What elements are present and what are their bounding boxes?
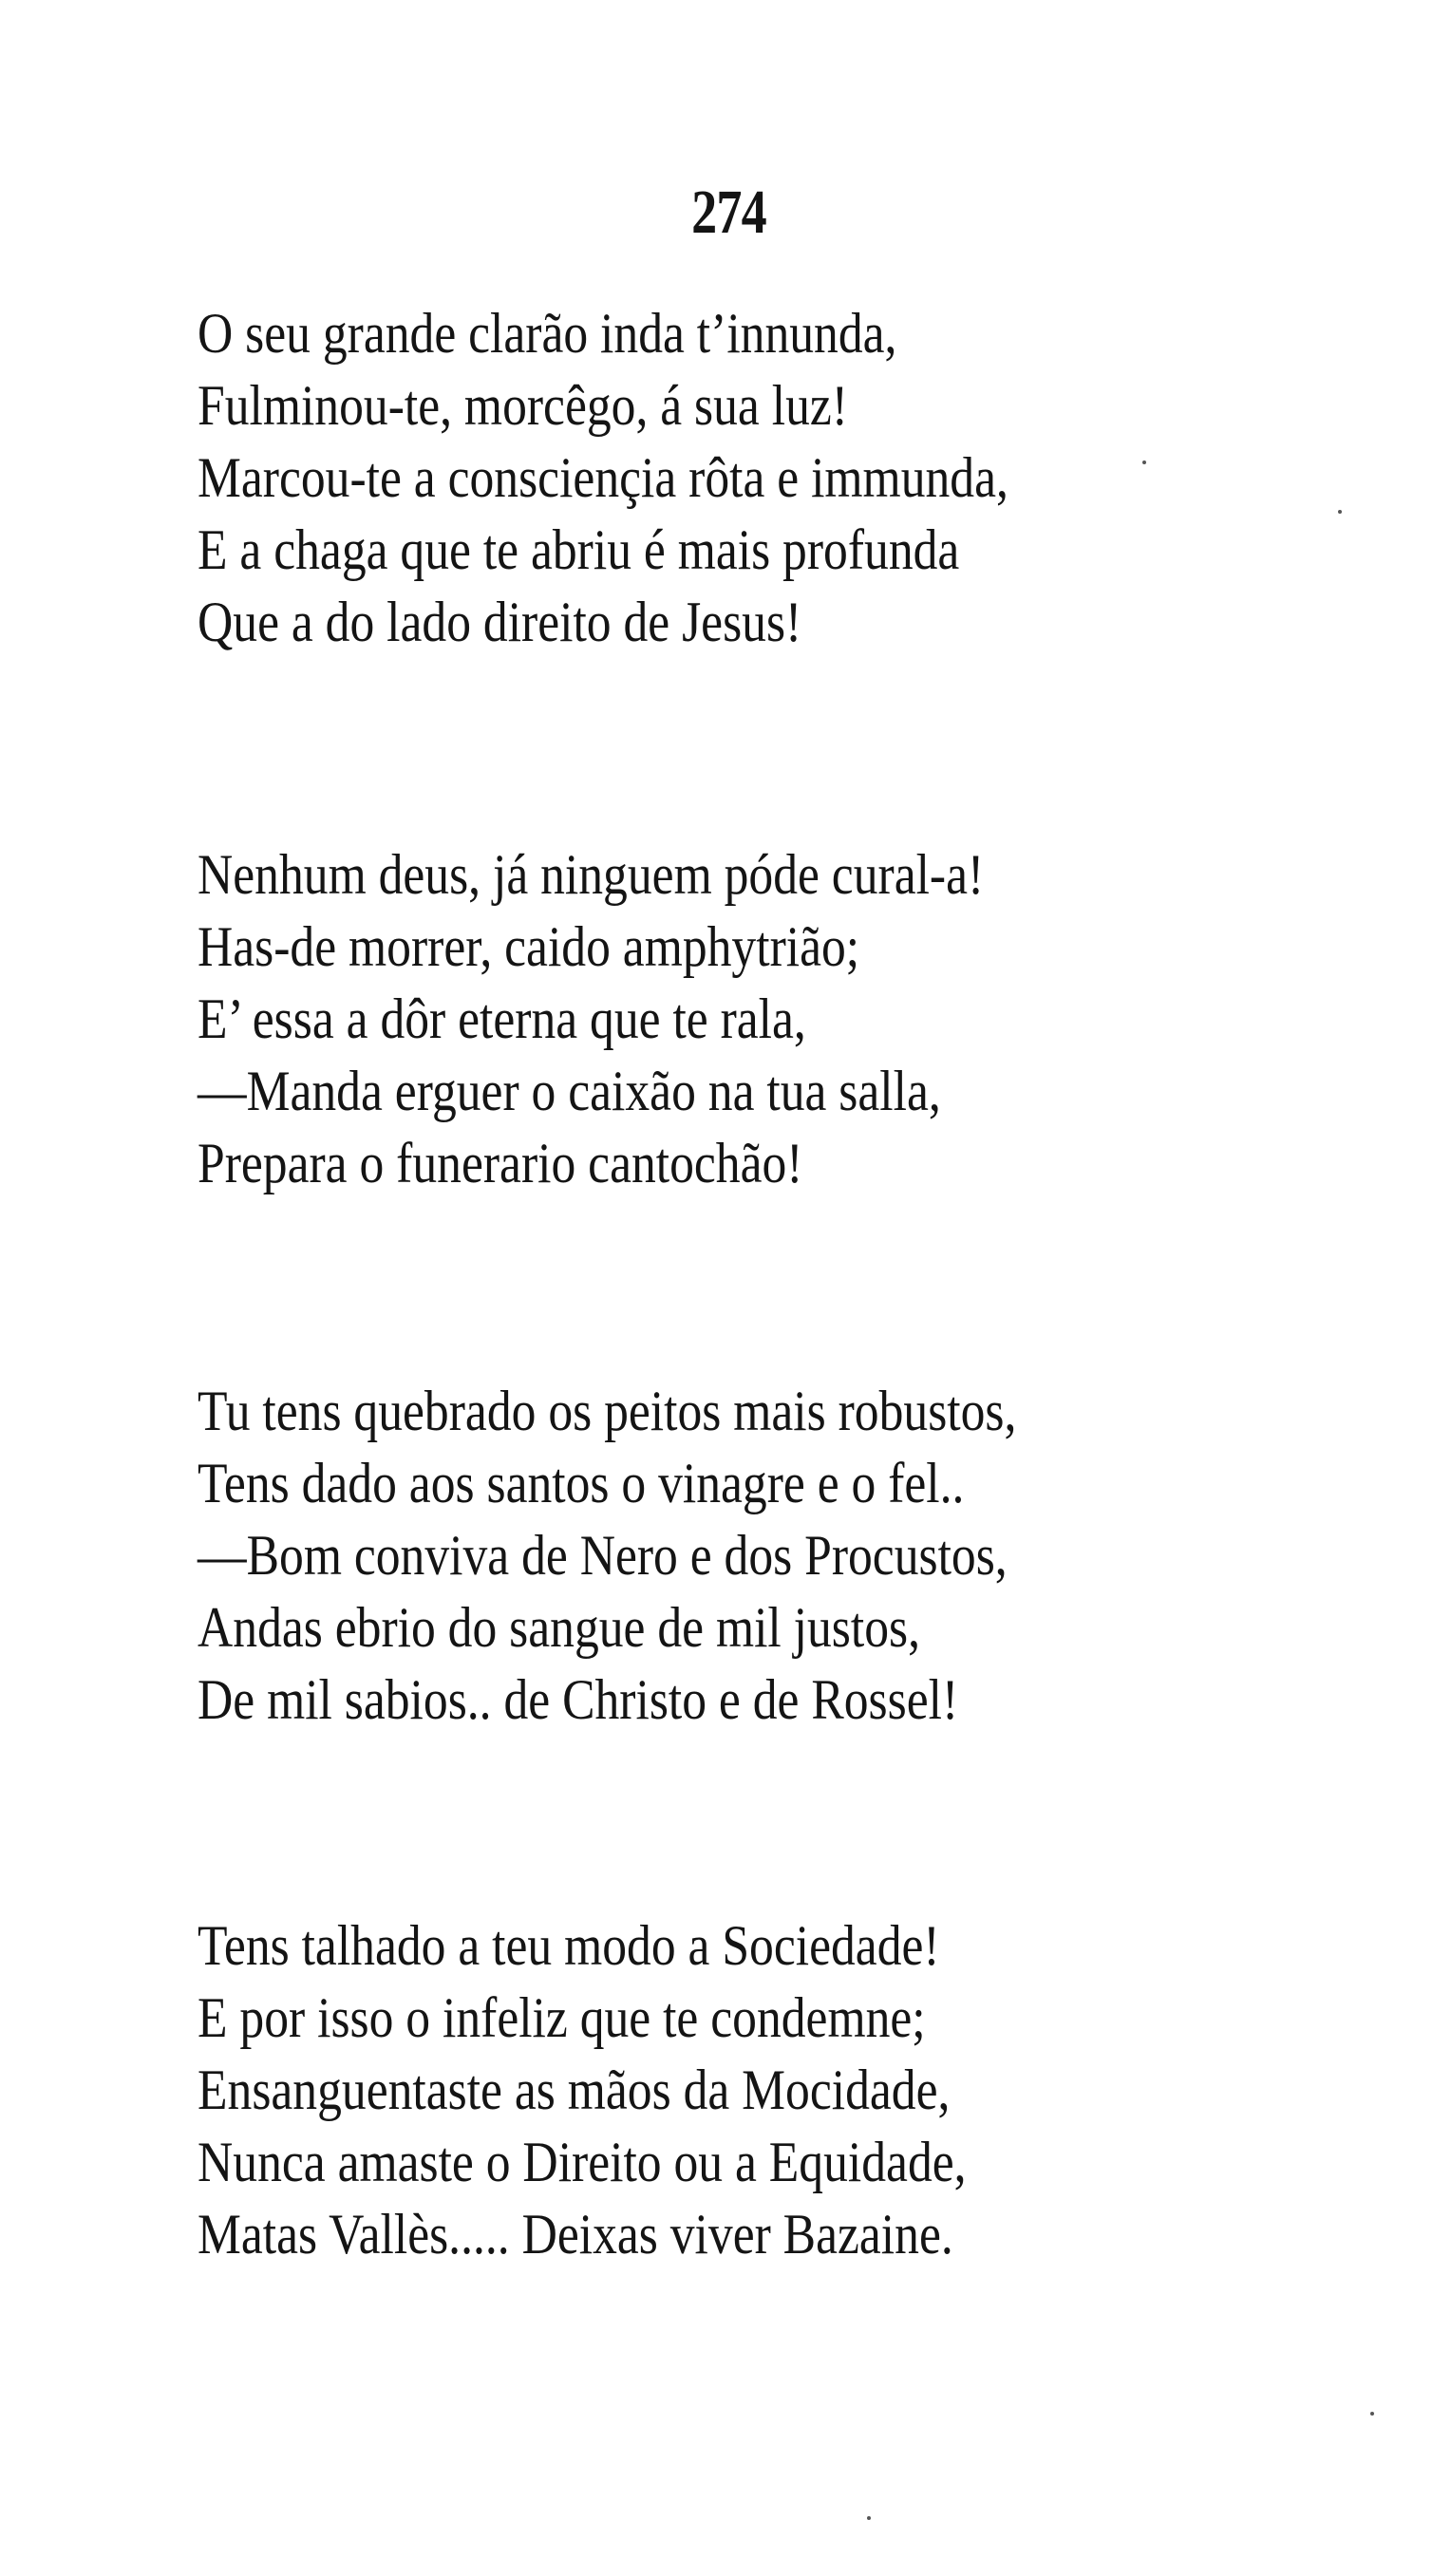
verse-line: De mil sabios.. de Christo e de Rossel! <box>198 1668 959 1731</box>
verse-line: Tens dado aos santos o vinagre e o fel.. <box>198 1452 965 1514</box>
verse-line: Fulminou-te, morcêgo, á sua luz! <box>198 374 848 437</box>
stanza-1 <box>198 297 1290 658</box>
verse-line: Nenhum deus, já ninguem póde cural-a! <box>198 843 985 906</box>
verse-line: Has-de morrer, caido amphytrião; <box>198 915 860 978</box>
verse-line: E por isso o infeliz que te condemne; <box>198 1986 926 2049</box>
verse-line: E’ essa a dôr eterna que te rala, <box>198 987 806 1050</box>
verse-line: —Bom conviva de Nero e dos Procustos, <box>198 1524 1008 1587</box>
verse-line: Marcou-te a consciençia rôta e immunda, <box>198 446 1008 509</box>
stanza-3 <box>198 1375 1290 1736</box>
stanza-4 <box>198 1909 1290 2270</box>
verse-line: Matas Vallès..... Deixas viver Bazaine. <box>198 2203 953 2266</box>
paper-speck <box>1370 2412 1374 2416</box>
paper-speck <box>1142 461 1146 464</box>
verse-line: Nunca amaste o Direito ou a Equidade, <box>198 2131 967 2193</box>
verse-line: —Manda erguer o caixão na tua salla, <box>198 1060 941 1122</box>
paper-speck <box>1338 510 1342 514</box>
verse-line: Ensanguentaste as mãos da Mocidade, <box>198 2059 951 2121</box>
stanza-2 <box>198 838 1290 1199</box>
verse-line: Que a do lado direito de Jesus! <box>198 591 802 653</box>
paper-speck <box>867 2516 871 2520</box>
page-number: 274 <box>691 178 766 247</box>
verse-line: Andas ebrio do sangue de mil justos, <box>198 1596 921 1659</box>
verse-line: Prepara o funerario cantochão! <box>198 1132 803 1194</box>
verse-line: Tens talhado a teu modo a Sociedade! <box>198 1914 940 1977</box>
verse-line: Tu tens quebrado os peitos mais robustos, <box>198 1380 1017 1442</box>
verse-line: E a chaga que te abriu é mais profunda <box>198 518 960 581</box>
verse-line: O seu grande clarão inda t’innunda, <box>198 302 897 365</box>
